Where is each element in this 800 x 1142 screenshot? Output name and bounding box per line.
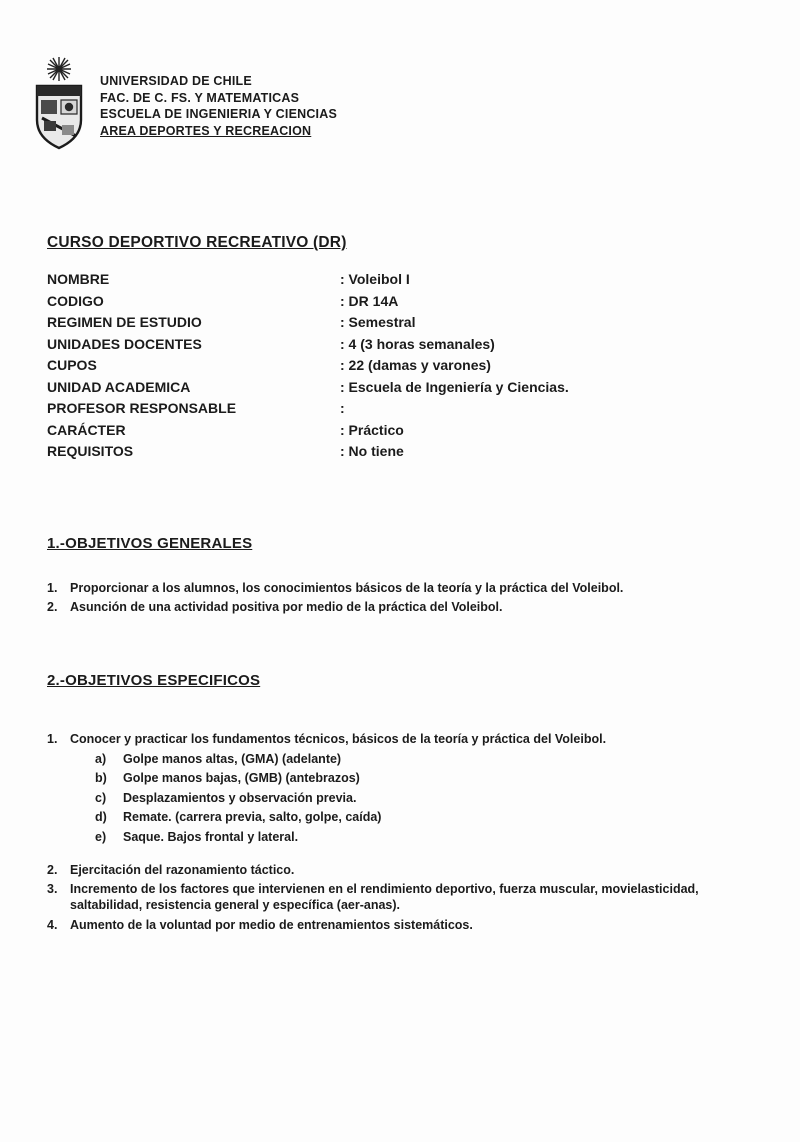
page-title: CURSO DEPORTIVO RECREATIVO (DR) bbox=[47, 234, 347, 251]
sublist-item-letter: e) bbox=[95, 829, 107, 844]
sublist-item bbox=[95, 770, 770, 786]
info-label: REGIMEN DE ESTUDIO bbox=[47, 314, 202, 330]
list-item-number: 2. bbox=[47, 600, 58, 614]
info-value: : bbox=[340, 400, 345, 416]
sublist-item bbox=[95, 809, 770, 825]
info-label: PROFESOR RESPONSABLE bbox=[47, 400, 237, 416]
list-item-number: 2. bbox=[47, 862, 58, 877]
list-item bbox=[47, 917, 770, 933]
university-crest-icon bbox=[30, 55, 88, 151]
sublist-item-letter: a) bbox=[95, 751, 107, 766]
list-item bbox=[47, 862, 770, 878]
info-row-caracter bbox=[47, 420, 770, 442]
info-label: REQUISITOS bbox=[47, 443, 134, 459]
info-row-unidad-academica bbox=[47, 377, 770, 399]
sublist-item-letter: c) bbox=[95, 790, 107, 805]
info-value: : Semestral bbox=[340, 314, 416, 330]
course-info-block bbox=[47, 269, 770, 463]
info-row-regimen bbox=[47, 312, 770, 334]
list-item-text: Asunción de una actividad positiva por medio de la práctica del Voleibol. bbox=[70, 600, 503, 614]
info-label: UNIDAD ACADEMICA bbox=[47, 378, 191, 395]
info-value: : Voleibol I bbox=[340, 271, 410, 287]
section-heading-objetivos-generales: 1.-OBJETIVOS GENERALES bbox=[47, 534, 253, 552]
sublist-item bbox=[95, 829, 770, 845]
sublist-item-text: Remate. (carrera previa, salto, golpe, caída) bbox=[123, 810, 382, 824]
institution-lines bbox=[100, 55, 337, 139]
info-row-profesor bbox=[47, 398, 770, 420]
institution-line-4: AREA DEPORTES Y RECREACION bbox=[100, 123, 312, 138]
info-value: : Práctico bbox=[340, 421, 404, 438]
section-heading-objetivos-especificos: 2.-OBJETIVOS ESPECIFICOS bbox=[47, 672, 261, 689]
info-value: : No tiene bbox=[340, 443, 404, 459]
document-header bbox=[0, 0, 800, 156]
info-label: CUPOS bbox=[47, 357, 97, 373]
list-item-number: 1. bbox=[47, 580, 58, 595]
info-label: CODIGO bbox=[47, 292, 104, 309]
objetivos-especificos-tail-list bbox=[47, 862, 770, 933]
list-item-number: 1. bbox=[47, 732, 58, 746]
list-item-text: Proporcionar a los alumnos, los conocimientos básicos de la teoría y la práctica del Voleibol. bbox=[70, 580, 624, 595]
info-row-nombre bbox=[47, 269, 770, 291]
info-value: : 22 (damas y varones) bbox=[340, 357, 491, 373]
sublist-item bbox=[95, 751, 770, 767]
info-value: : DR 14A bbox=[340, 292, 399, 309]
info-value: : Escuela de Ingeniería y Ciencias. bbox=[340, 378, 569, 395]
sublist-item-letter: b) bbox=[95, 771, 107, 785]
info-row-unidades bbox=[47, 334, 770, 356]
list-item-text: Incremento de los factores que intervienen en el rendimiento deportivo, fuerza muscular, movielasticidad, saltabilidad, resistencia general y específica (aer-anas). bbox=[70, 882, 699, 912]
info-row-cupos bbox=[47, 355, 770, 377]
sublist-item-text: Saque. Bajos frontal y lateral. bbox=[123, 829, 299, 844]
sublist-item-letter: d) bbox=[95, 810, 107, 824]
institution-line-1: UNIVERSIDAD DE CHILE bbox=[100, 74, 252, 88]
sublist-item-text: Golpe manos altas, (GMA) (adelante) bbox=[123, 751, 342, 766]
list-item bbox=[47, 731, 770, 747]
objetivos-especificos-list bbox=[47, 731, 770, 747]
info-row-codigo bbox=[47, 291, 770, 313]
list-item bbox=[47, 580, 770, 596]
sublist-item bbox=[95, 790, 770, 806]
list-item-number: 3. bbox=[47, 882, 58, 896]
objetivos-generales-list bbox=[47, 580, 770, 616]
list-item-text: Conocer y practicar los fundamentos técnicos, básicos de la teoría y práctica del Voleibol. bbox=[70, 732, 607, 746]
info-row-requisitos bbox=[47, 441, 770, 463]
info-value: : 4 (3 horas semanales) bbox=[340, 335, 495, 352]
list-item-number: 4. bbox=[47, 917, 58, 932]
university-crest-logo bbox=[30, 55, 88, 156]
sublist-item-text: Desplazamientos y observación previa. bbox=[123, 790, 357, 805]
info-label: CARÁCTER bbox=[47, 421, 126, 438]
list-item-text: Aumento de la voluntad por medio de entrenamientos sistemáticos. bbox=[70, 917, 473, 932]
institution-line-2: FAC. DE C. FS. Y MATEMATICAS bbox=[100, 90, 300, 105]
fundamentos-sublist bbox=[95, 751, 770, 845]
info-label: UNIDADES DOCENTES bbox=[47, 335, 202, 352]
sublist-item-text: Golpe manos bajas, (GMB) (antebrazos) bbox=[123, 771, 360, 785]
list-item-text: Ejercitación del razonamiento táctico. bbox=[70, 862, 295, 877]
list-item bbox=[47, 599, 770, 615]
institution-line-3: ESCUELA DE INGENIERIA Y CIENCIAS bbox=[100, 107, 337, 121]
list-item bbox=[47, 881, 770, 913]
info-label: NOMBRE bbox=[47, 271, 110, 287]
